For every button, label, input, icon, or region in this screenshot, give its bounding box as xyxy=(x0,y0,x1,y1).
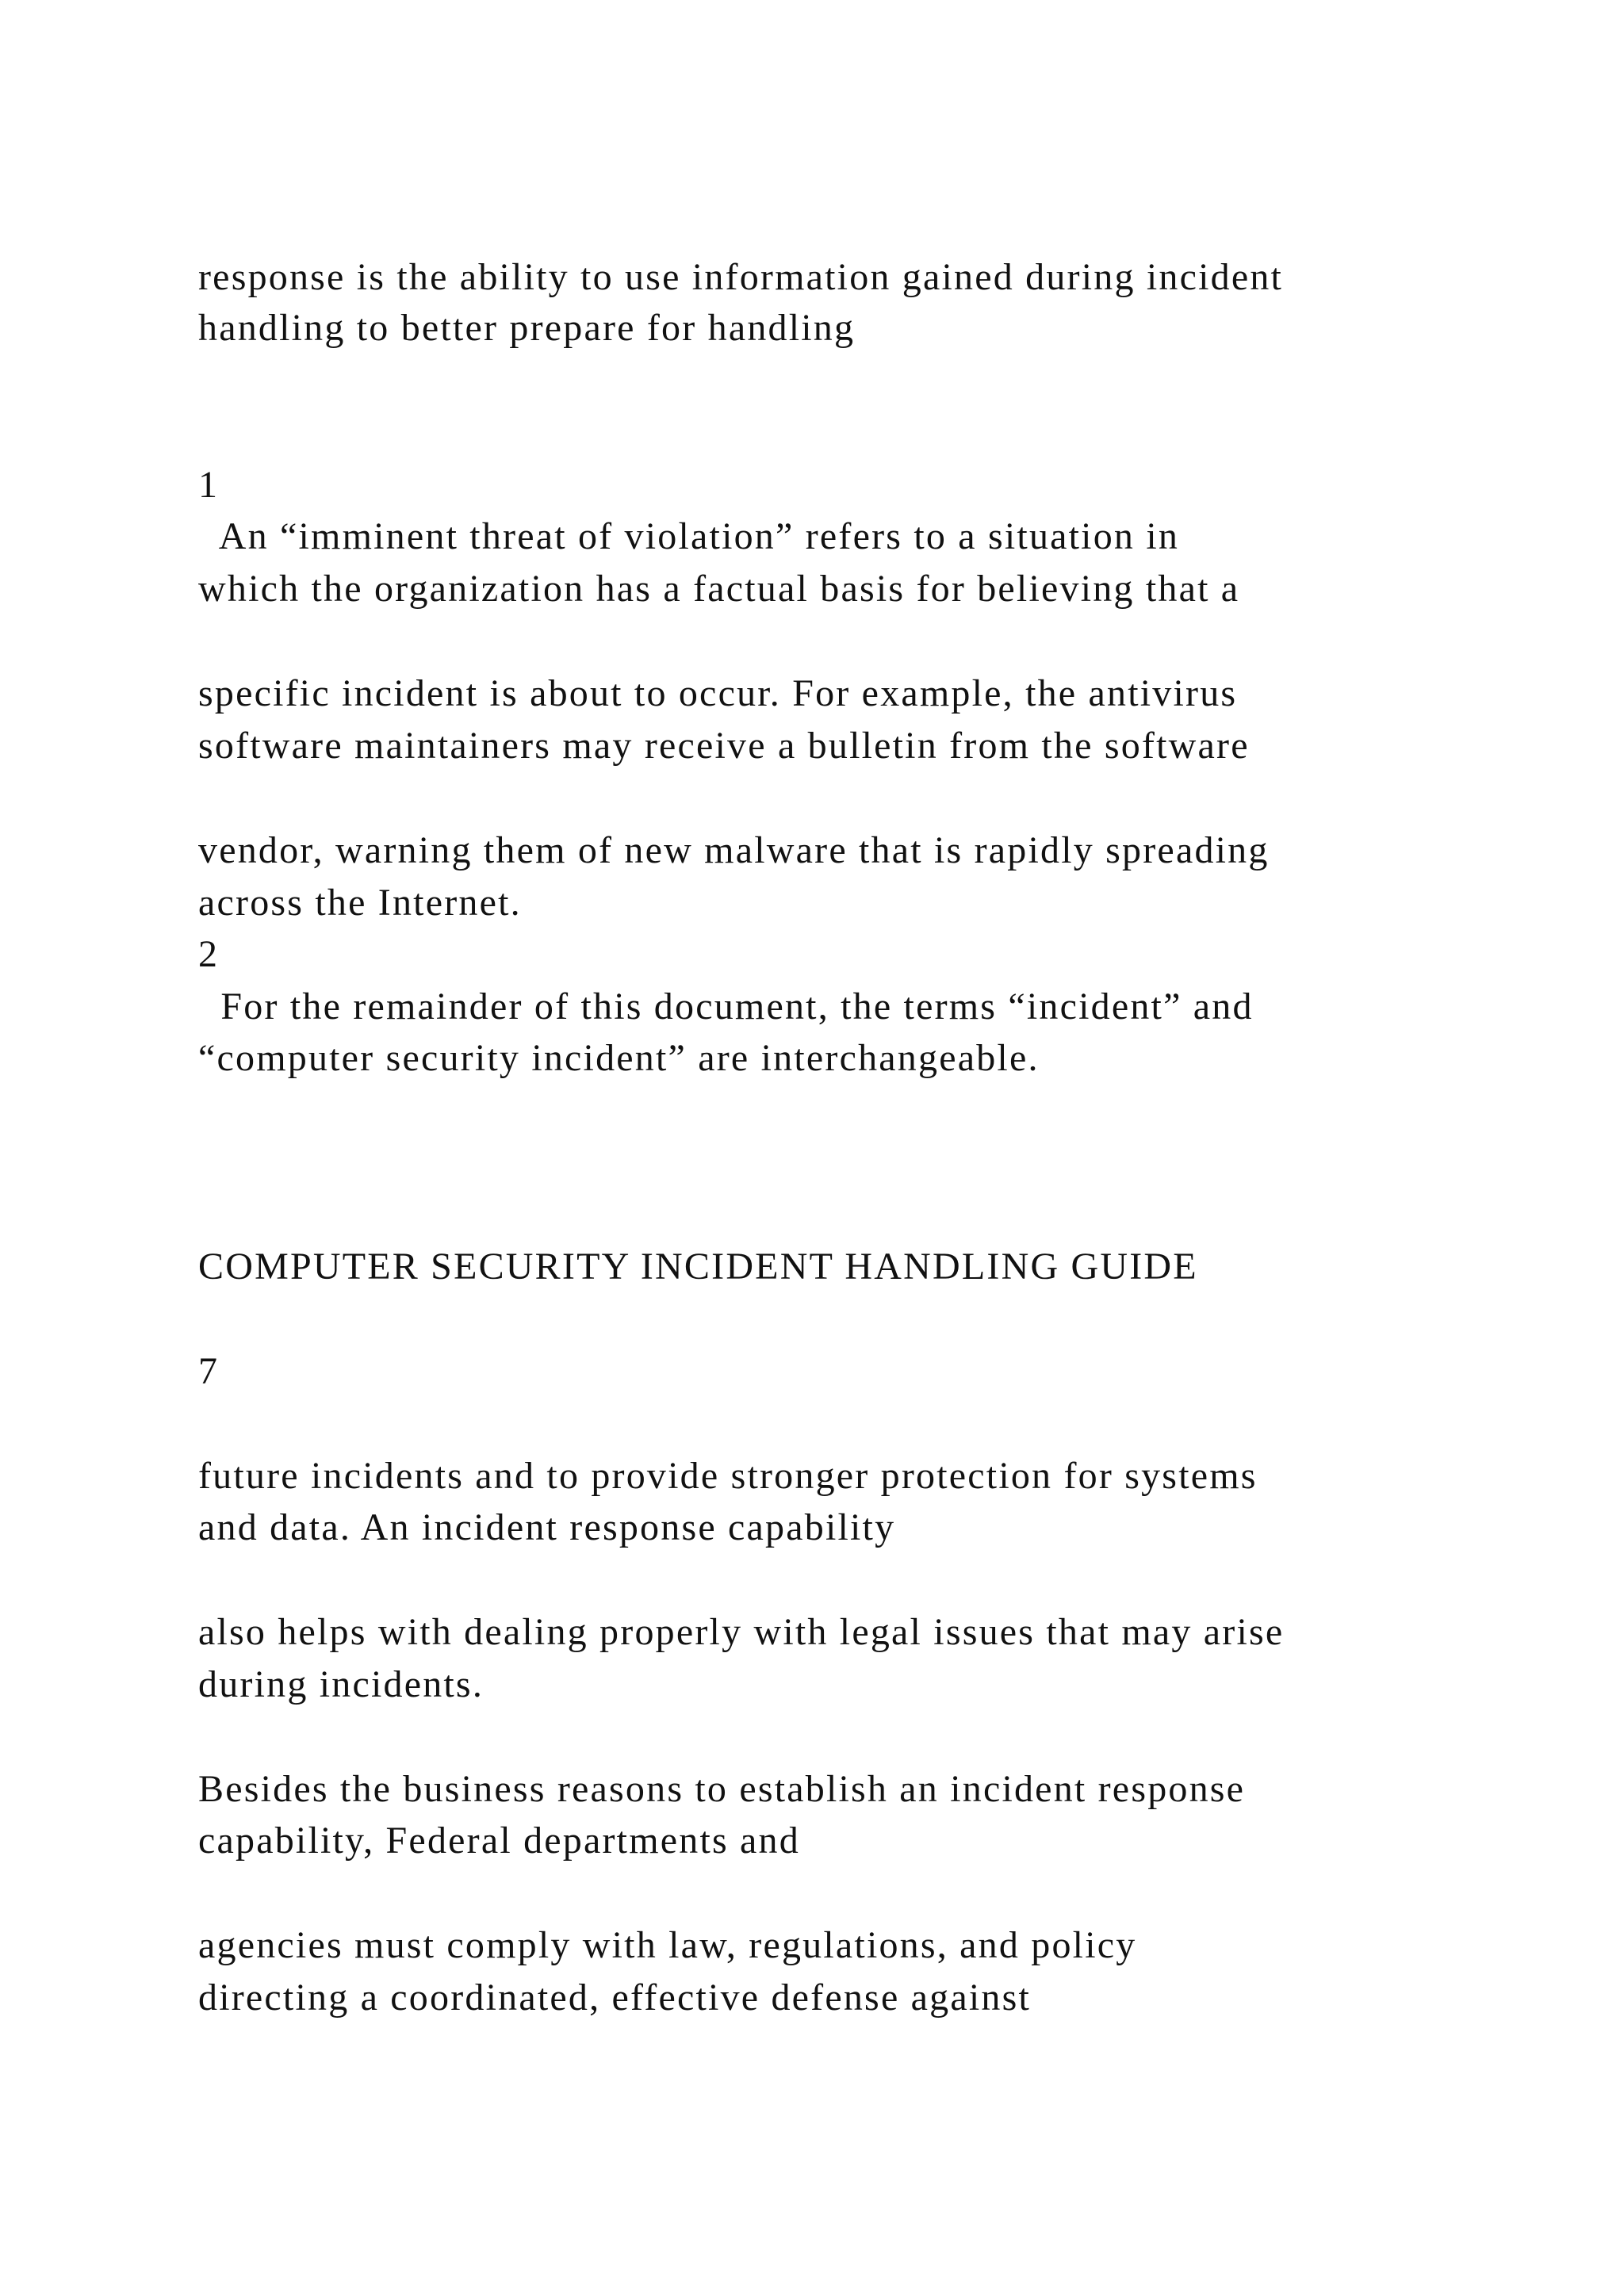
body-text-line: agencies must comply with law, regulations, and policy xyxy=(198,1924,1137,1966)
footnote-number: 2 xyxy=(198,933,220,975)
footnote-text-line: which the organization has a factual basis for believing that a xyxy=(198,568,1240,610)
running-header: COMPUTER SECURITY INCIDENT HANDLING GUIDE xyxy=(198,1246,1198,1288)
footnote-text-line: software maintainers may receive a bulletin from the software xyxy=(198,725,1250,767)
footnote-text-line: specific incident is about to occur. For example, the antivirus xyxy=(198,672,1238,714)
body-text-line: directing a coordinated, effective defense against xyxy=(198,1976,1032,2019)
footnote-text-line: For the remainder of this document, the terms “incident” and xyxy=(198,985,1254,1027)
body-text-line: handling to better prepare for handling xyxy=(198,307,856,349)
body-text-line: capability, Federal departments and xyxy=(198,1820,800,1862)
body-text-line: and data. An incident response capability xyxy=(198,1506,896,1548)
body-text-line: also helps with dealing properly with legal issues that may arise xyxy=(198,1611,1285,1653)
footnote-number: 1 xyxy=(198,464,220,506)
body-text-line: future incidents and to provide stronger protection for systems xyxy=(198,1455,1258,1497)
footnote-text-line: across the Internet. xyxy=(198,882,522,924)
body-text-line: Besides the business reasons to establish an incident response xyxy=(198,1768,1246,1810)
footnote-text-line: An “imminent threat of violation” refers to a situation in xyxy=(198,515,1180,557)
body-text-line: response is the ability to use information gained during incident xyxy=(198,256,1284,298)
footnote-text-line: vendor, warning them of new malware that is rapidly spreading xyxy=(198,829,1270,871)
page-number: 7 xyxy=(198,1350,220,1392)
footnote-text-line: “computer security incident” are interchangeable. xyxy=(198,1037,1040,1079)
body-text-line: during incidents. xyxy=(198,1663,485,1705)
